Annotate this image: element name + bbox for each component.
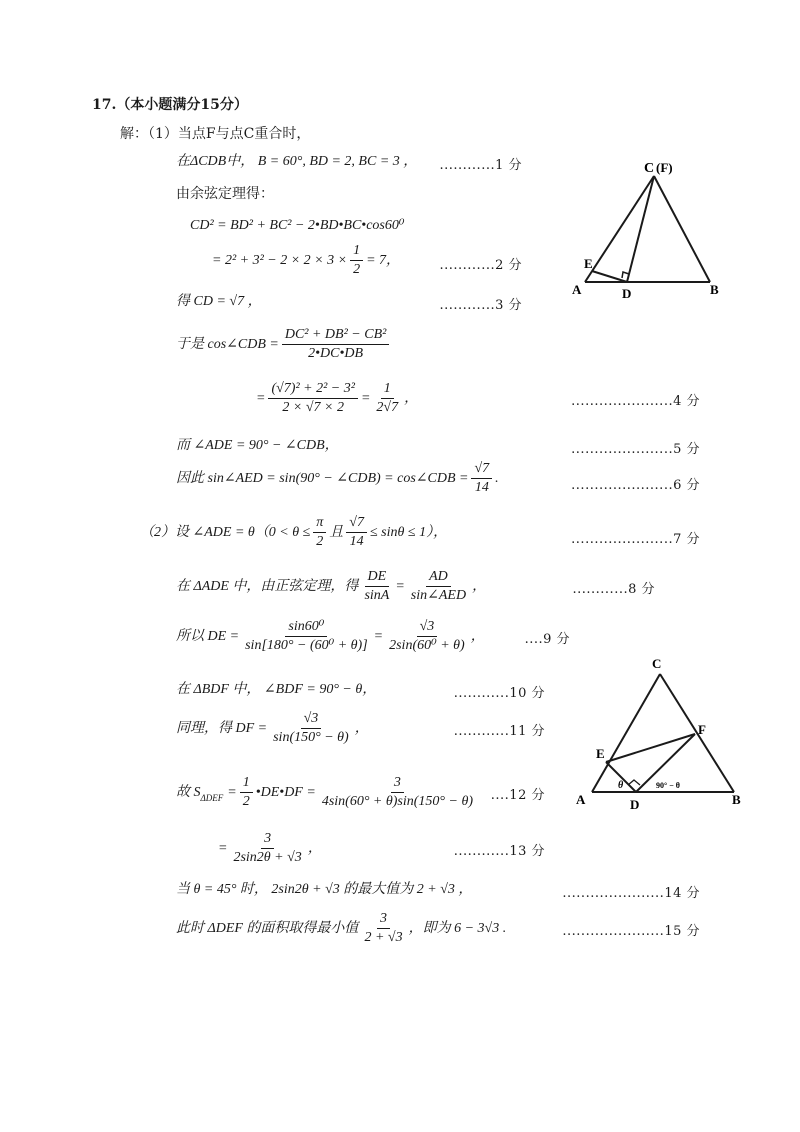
part1-line6-fraction: [282, 326, 390, 363]
fig2-label-B: B: [732, 792, 741, 807]
fig2-side-AC: [592, 674, 660, 792]
fig1-label-E: E: [584, 256, 593, 271]
part2-line7-num: 3: [261, 830, 274, 849]
part1-line6-text-a: 于是 cos∠CDB =: [176, 336, 279, 352]
part2-line5: [176, 710, 369, 747]
part1-line5: 得 CD = √7 ，: [176, 294, 262, 309]
part2-line7-fraction: [230, 830, 304, 867]
part2-line1-text-a: （2）设 ∠ADE = θ（0 < θ ≤: [140, 524, 311, 540]
part2-line9: [176, 910, 506, 947]
part2-line5-text-b: ，: [354, 720, 369, 736]
part2-line5-fraction: [270, 710, 352, 747]
part1-line9-text-b: .: [495, 470, 499, 486]
part2-line1-text-b: 且: [329, 524, 344, 540]
part2-line1-fraction2: [346, 514, 367, 551]
part2-line6-num: 1: [240, 774, 253, 793]
part2-line2-den2: sin∠AED: [410, 588, 467, 603]
part2-line7-points: ............13 分: [453, 844, 545, 859]
part2-line7-text-b: ，: [307, 840, 322, 856]
fig1-segment-CD: [627, 176, 654, 282]
part2-line2-text-a: 在 ΔADE 中，由正弦定理，得: [176, 578, 359, 594]
part2-line9-num: 3: [377, 910, 390, 929]
part1-line4: [212, 242, 400, 279]
part1-line9-text-a: 因此 sin∠AED = sin(90° − ∠CDB) = cos∠CDB =: [176, 470, 469, 486]
part2-line3-fraction: [242, 618, 371, 655]
part2-line3: [176, 618, 485, 655]
part2-line6-subscript: ΔDEF: [200, 792, 224, 803]
part2-line9-fraction: [361, 910, 405, 947]
part1-line4-points: ............2 分: [439, 258, 522, 273]
part2-line6: [176, 774, 479, 811]
fig1-label-F: (F): [656, 160, 673, 175]
part2-line3-points: ....9 分: [524, 632, 570, 647]
part2-line1: [140, 514, 447, 551]
part2-line6-den2: 4sin(60° + θ)sin(150° − θ): [321, 794, 473, 809]
part2-line5-points: ............11 分: [453, 724, 545, 739]
part2-line3-text-c: ，: [470, 628, 485, 644]
fig1-label-D: D: [622, 286, 632, 301]
part2-line6-fraction: [240, 774, 253, 811]
fig1-label-C: C: [644, 161, 655, 176]
part2-line5-num: √3: [301, 710, 322, 729]
part1-line1: 在ΔCDB中， B = 60°, BD = 2, BC = 3 ，: [176, 154, 418, 169]
part2-line5-text-a: 同理，得 DF =: [176, 720, 268, 736]
part2-line4-points: ............10 分: [453, 686, 545, 701]
part1-line5-points: ............3 分: [439, 298, 522, 313]
fig1-label-A: A: [572, 282, 582, 297]
part1-line8-points: ......................5 分: [571, 442, 700, 457]
part1-line9-den: 14: [474, 480, 489, 495]
part1-line9-num: √7: [471, 460, 492, 479]
part2-line2-points: ............8 分: [572, 582, 655, 597]
part2-line1-den2: 14: [349, 534, 364, 549]
part2-line9-text-b: ，即为 6 − 3√3 .: [408, 920, 507, 936]
fig2-right-angle-mark: [628, 780, 640, 785]
fig2-label-C: C: [652, 656, 662, 671]
part2-line6-text-a: 故 S: [176, 784, 201, 800]
part1-line7-text-a: =: [256, 390, 266, 406]
fig2-label-D: D: [630, 797, 640, 812]
part2-line7-text-a: =: [218, 840, 228, 856]
part2-line1-num2: √7: [346, 514, 367, 533]
problem-title: 17.（本小题满分15分）: [92, 97, 248, 113]
figure2-triangle: [570, 652, 750, 814]
part2-line9-den: 2 + √3: [364, 930, 403, 945]
part1-line9-fraction: [471, 460, 492, 497]
part1-line4-text-a: = 2² + 3² − 2 × 2 × 3 ×: [212, 252, 348, 268]
part1-line7-points: ......................4 分: [571, 394, 700, 409]
part2-line6-text-b: =: [227, 784, 237, 800]
part2-line6-num2: 3: [391, 774, 404, 793]
part1-line7-num2: 1: [381, 380, 394, 399]
part2-line1-text-c: ≤ sinθ ≤ 1），: [369, 524, 448, 540]
part2-line6-text-c: •DE•DF =: [255, 784, 316, 800]
part2-line2-den: sinA: [364, 588, 390, 603]
part2-line9-text-a: 此时 ΔDEF 的面积取得最小值: [176, 920, 359, 936]
part2-line1-num: π: [313, 514, 326, 533]
part2-line8-points: ......................14 分: [562, 886, 700, 901]
part2-line8: 当 θ = 45° 时， 2sin2θ + √3 的最大值为 2 + √3 ，: [176, 882, 473, 897]
part1-line7-den: 2 × √7 × 2: [282, 400, 344, 415]
part1-line4-fraction: [350, 242, 363, 279]
part2-line1-points: ......................7 分: [571, 532, 700, 547]
part1-line4-text-b: = 7，: [366, 252, 401, 268]
part2-line9-points: ......................15 分: [562, 924, 700, 939]
part2-line3-den2: 2sin(60⁰ + θ): [389, 638, 465, 653]
part2-line3-text-b: =: [373, 628, 384, 644]
part1-line9: [176, 460, 499, 497]
part2-line1-fraction: [313, 514, 326, 551]
fig2-label-E: E: [596, 746, 605, 761]
part1-intro: 解：（1）当点F与点C重合时，: [120, 126, 311, 142]
part1-line7-fraction2: [373, 380, 401, 417]
part2-line2-fraction: [361, 568, 392, 605]
part1-line7-fraction: [268, 380, 358, 417]
fig2-label-F: F: [698, 722, 706, 737]
part2-line1-den: 2: [316, 534, 324, 549]
fig1-side-BC: [654, 176, 710, 282]
part2-line6-points: ....12 分: [490, 788, 545, 803]
part2-line3-den: sin[180° − (60⁰ + θ)]: [245, 638, 368, 653]
part1-line6-num: DC² + DB² − CB²: [282, 326, 390, 345]
part2-line2-text-c: ，: [472, 578, 487, 594]
part2-line2-fraction2: [408, 568, 469, 605]
fig2-label-angle: 90° − θ: [656, 781, 680, 790]
fig1-side-AC: [585, 176, 654, 282]
part2-line3-num2: √3: [417, 618, 438, 637]
part1-line6-den: 2•DC•DB: [308, 346, 364, 361]
part2-line7: [218, 830, 322, 867]
part1-line9-points: ......................6 分: [571, 478, 700, 493]
part2-line3-num: sin60⁰: [285, 618, 327, 637]
part1-line1-points: ............1 分: [439, 158, 522, 173]
part2-line2: [176, 568, 486, 605]
part1-line6: [176, 326, 392, 363]
part2-line6-den: 2: [242, 794, 250, 809]
part2-line6-fraction2: [319, 774, 476, 811]
fig1-label-B: B: [710, 282, 719, 297]
part2-line2-num: DE: [365, 568, 390, 587]
part1-line4-den: 2: [353, 262, 361, 277]
part2-line4: 在 ΔBDF 中， ∠BDF = 90° − θ，: [176, 682, 377, 697]
figure1-triangle: [560, 150, 750, 310]
part1-line7: [256, 380, 418, 417]
part1-line8: 而 ∠ADE = 90° − ∠CDB，: [176, 438, 339, 453]
part1-line7-den2: 2√7: [376, 400, 399, 415]
part1-line4-num: 1: [350, 242, 363, 261]
part1-line2: 由余弦定理得：: [176, 186, 274, 202]
part2-line2-num2: AD: [426, 568, 451, 587]
part2-line2-text-b: =: [395, 578, 405, 594]
part1-line7-text-c: ，: [404, 390, 419, 406]
part2-line3-text-a: 所以 DE =: [176, 628, 240, 644]
fig2-label-theta: θ: [618, 780, 624, 791]
part2-line3-fraction2: [386, 618, 468, 655]
part2-line7-den: 2sin2θ + √3: [233, 850, 302, 865]
fig2-side-BC: [660, 674, 734, 792]
part1-line3: CD² = BD² + BC² − 2•BD•BC•cos60⁰: [190, 218, 405, 233]
part1-line7-text-b: =: [360, 390, 371, 406]
part2-line5-den: sin(150° − θ): [273, 730, 349, 745]
part1-line7-num: (√7)² + 2² − 3²: [268, 380, 358, 399]
fig2-label-A: A: [576, 792, 586, 807]
